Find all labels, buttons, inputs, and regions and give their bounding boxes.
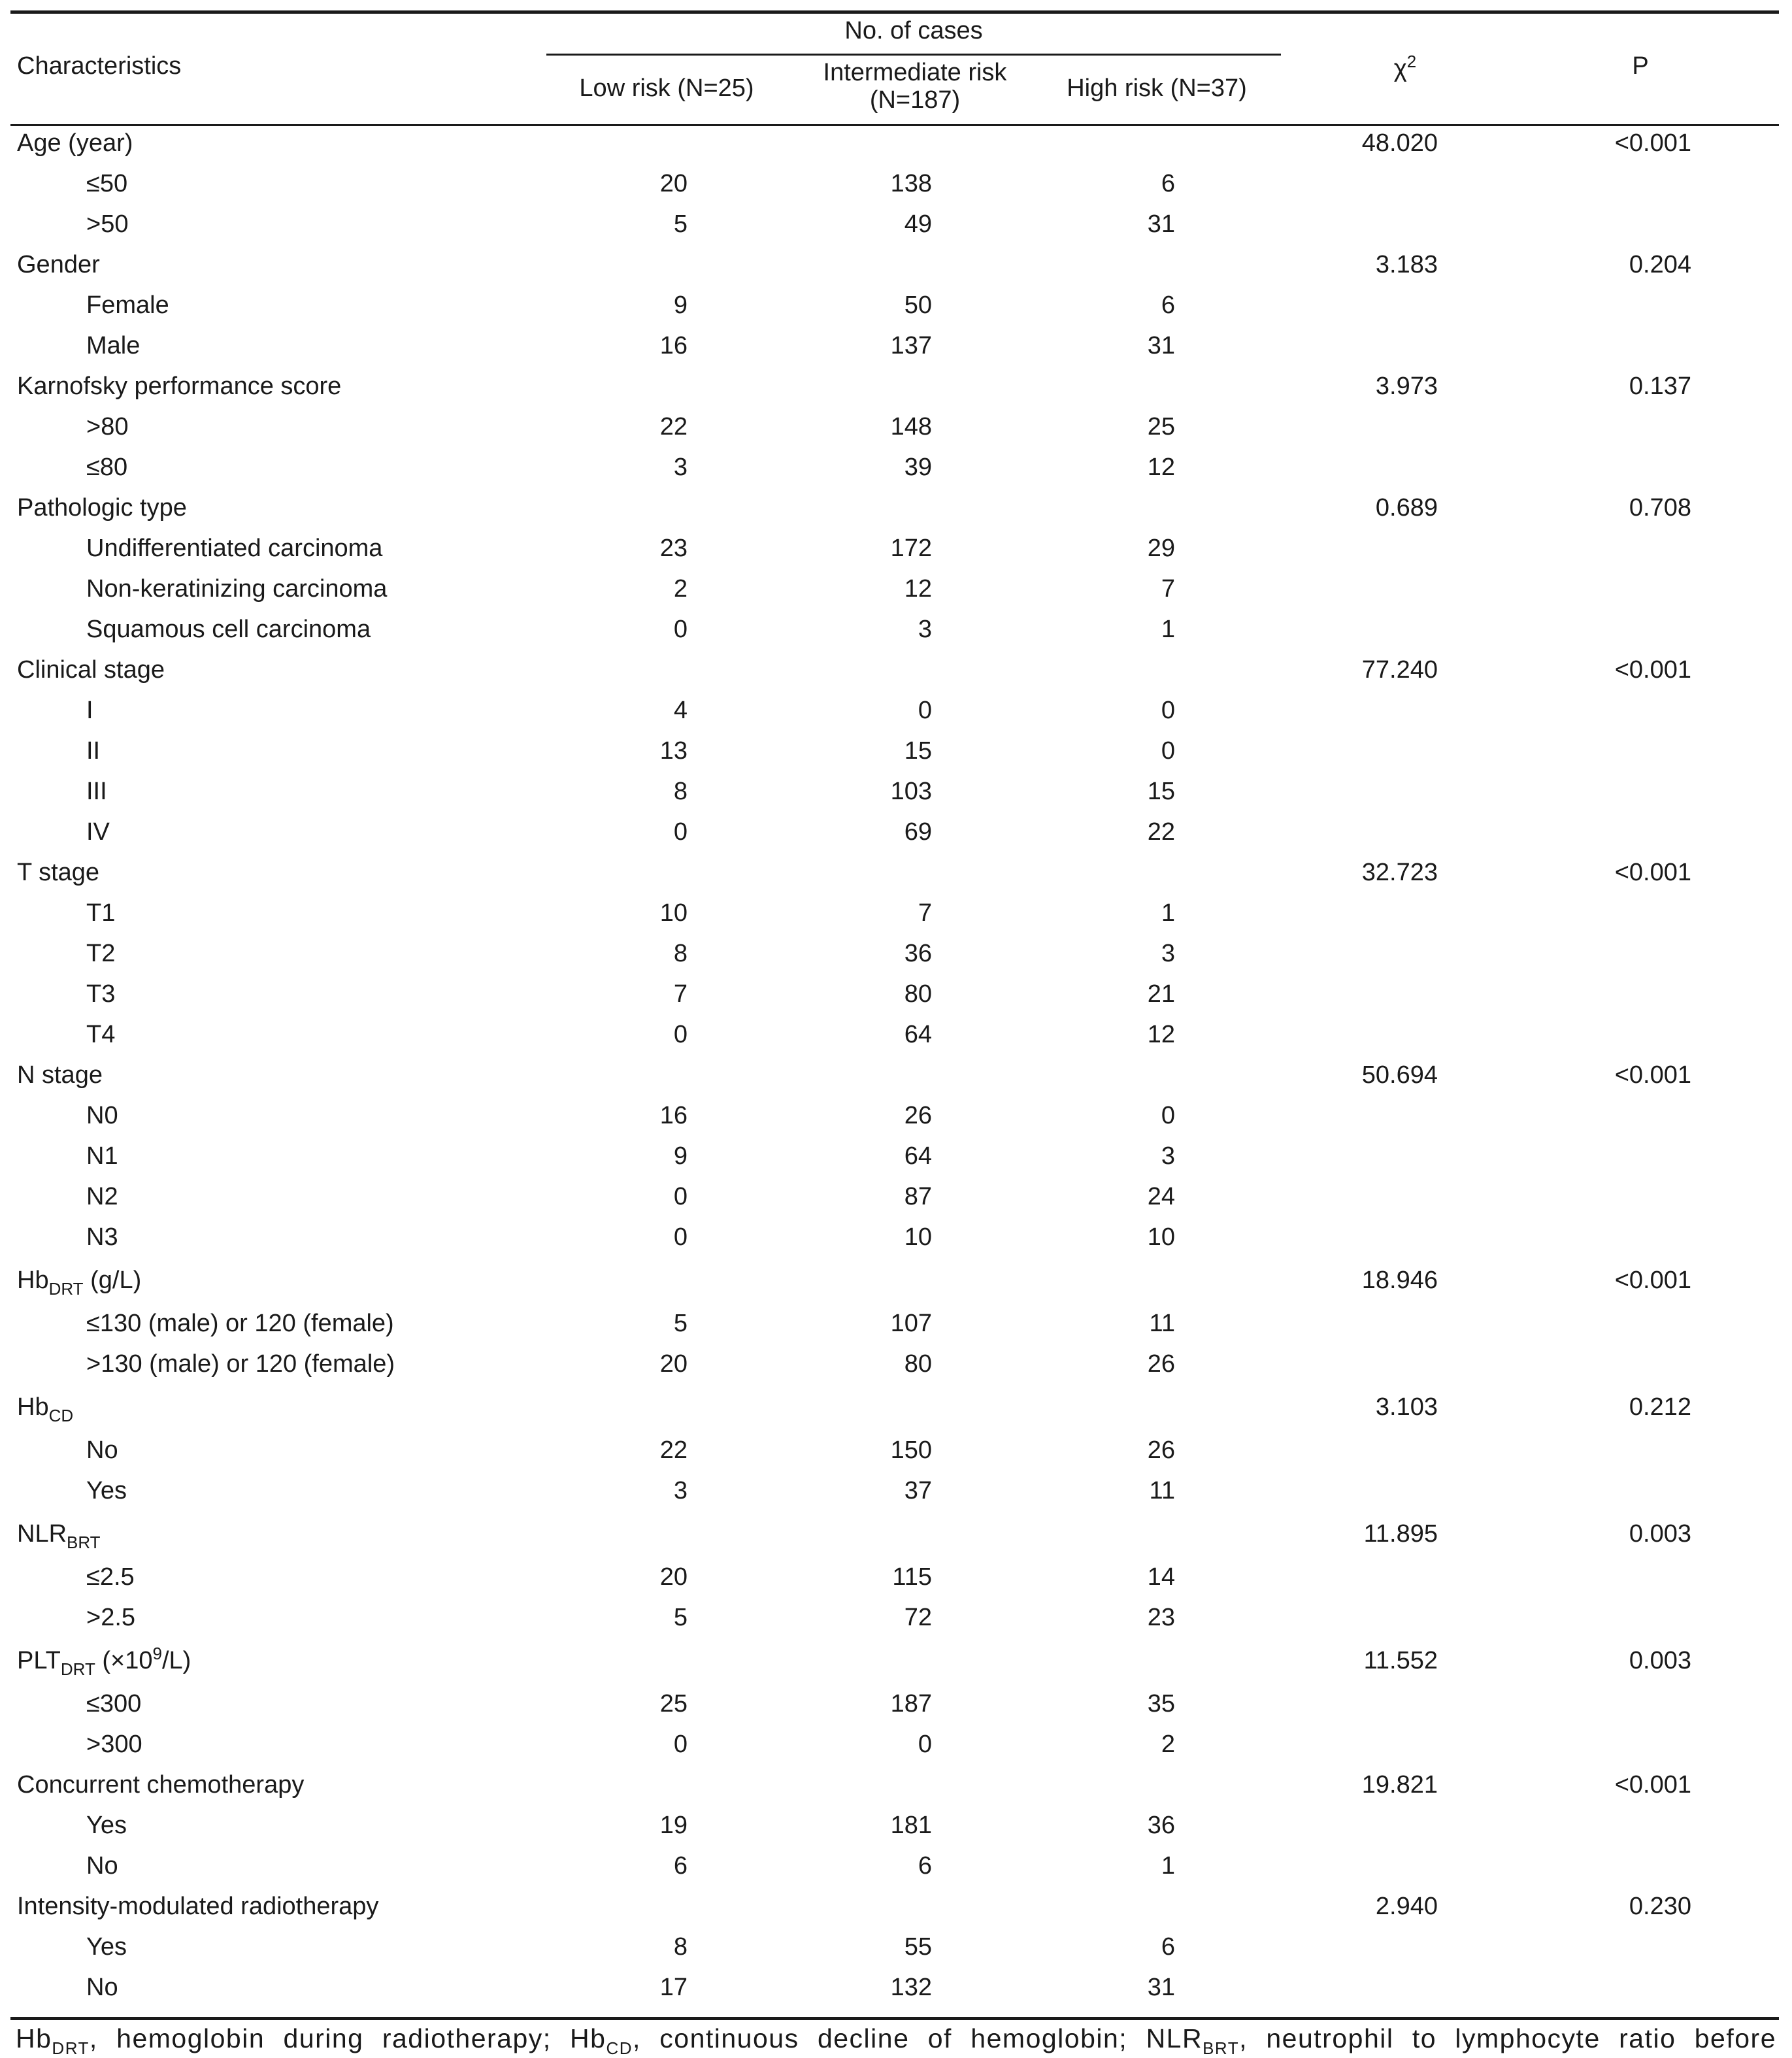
chi-square-value: 19.821 [1361,1771,1438,1799]
low-risk-count: 22 [659,413,688,440]
intermediate-risk-count: 6 [918,1852,932,1880]
intermediate-risk-count: 80 [904,1350,932,1378]
intermediate-risk-count: 36 [904,940,932,967]
high-risk-count: 21 [1147,980,1175,1008]
low-risk-count: 16 [659,332,688,359]
category-label: Age (year) [17,129,133,157]
chi-square-value: 77.240 [1361,656,1438,684]
low-risk-count: 20 [659,170,688,197]
low-risk-count: 8 [673,778,688,805]
intermediate-risk-count: 15 [904,737,932,765]
p-value: <0.001 [1614,1061,1691,1089]
category-label: $Hb_{DRT}$ (g/L) [17,1267,142,1299]
subcategory-label: No [86,1436,118,1464]
high-risk-count: 0 [1161,737,1175,765]
subcategory-label: ≤50 [86,170,128,197]
high-risk-count: 0 [1161,697,1175,724]
high-risk-count: 3 [1161,1142,1175,1170]
subcategory-label: N3 [86,1223,118,1251]
header-low-risk: Low risk (N=25) [579,75,754,102]
low-risk-count: 2 [673,575,688,603]
high-risk-count: 1 [1161,1852,1175,1880]
low-risk-count: 4 [673,697,688,724]
high-risk-count: 11 [1149,1477,1175,1504]
low-risk-count: 17 [659,1974,688,2001]
subcategory-label: Undifferentiated carcinoma [86,535,383,562]
header-high-risk: High risk (N=37) [1067,75,1247,102]
low-risk-count: 3 [673,454,688,481]
intermediate-risk-count: 150 [890,1436,932,1464]
chi-square-value: 3.183 [1375,251,1438,278]
low-risk-count: 23 [659,535,688,562]
p-value: 0.708 [1629,494,1691,522]
category-label: Pathologic type [17,494,187,522]
low-risk-count: 9 [673,291,688,319]
intermediate-risk-count: 187 [890,1690,932,1718]
subcategory-label: Yes [86,1477,127,1504]
high-risk-count: 26 [1147,1350,1175,1378]
low-risk-count: 0 [673,1021,688,1048]
low-risk-count: 6 [673,1852,688,1880]
low-risk-count: 16 [659,1102,688,1129]
p-value: <0.001 [1614,656,1691,684]
high-risk-count: 23 [1147,1604,1175,1631]
subcategory-label: I [86,697,93,724]
subcategory-label: >300 [86,1731,142,1758]
high-risk-count: 0 [1161,1102,1175,1129]
high-risk-count: 1 [1161,899,1175,927]
intermediate-risk-count: 64 [904,1142,932,1170]
chi-square-value: 50.694 [1361,1061,1438,1089]
header-intermediate-risk-1: Intermediate risk [823,59,1007,86]
high-risk-count: 1 [1161,616,1175,643]
intermediate-risk-count: 137 [890,332,932,359]
category-label: Clinical stage [17,656,165,684]
top-rule [10,10,1779,14]
category-label: $NLR_{BRT}$ [17,1520,101,1552]
subcategory-label: Male [86,332,141,359]
intermediate-risk-count: 132 [890,1974,932,2001]
low-risk-count: 5 [673,1604,688,1631]
p-value: <0.001 [1614,1771,1691,1799]
chi-square-value: 32.723 [1361,859,1438,886]
subcategory-label: N0 [86,1102,118,1129]
subcategory-label: Squamous cell carcinoma [86,616,371,643]
chi-square-value: 11.895 [1363,1520,1438,1548]
intermediate-risk-count: 148 [890,413,932,440]
high-risk-count: 35 [1147,1690,1175,1718]
header-group-label: No. of cases [844,17,983,44]
group-rule [546,54,1281,56]
subcategory-label: ≤2.5 [86,1563,135,1591]
low-risk-count: 0 [673,1731,688,1758]
intermediate-risk-count: 115 [892,1563,932,1591]
subcategory-label: ≤80 [86,454,128,481]
high-risk-count: 29 [1147,535,1175,562]
header-p: P [1632,52,1649,80]
intermediate-risk-count: 55 [904,1933,932,1961]
intermediate-risk-count: 72 [904,1604,932,1631]
p-value: 0.137 [1629,373,1691,400]
chi-square-value: 3.973 [1375,373,1438,400]
subcategory-label: >130 (male) or 120 (female) [86,1350,395,1378]
bottom-rule [10,2017,1779,2020]
low-risk-count: 9 [673,1142,688,1170]
high-risk-count: 14 [1147,1563,1175,1591]
high-risk-count: 25 [1147,413,1175,440]
intermediate-risk-count: 37 [904,1477,932,1504]
p-value: 0.003 [1629,1647,1691,1674]
subcategory-label: >50 [86,210,129,238]
low-risk-count: 8 [673,1933,688,1961]
intermediate-risk-count: 103 [890,778,932,805]
intermediate-risk-count: 49 [904,210,932,238]
low-risk-count: 20 [659,1350,688,1378]
chi-square-value: 18.946 [1361,1267,1438,1294]
subcategory-label: >2.5 [86,1604,136,1631]
subcategory-label: T3 [86,980,116,1008]
intermediate-risk-count: 50 [904,291,932,319]
chi-square-value: 48.020 [1361,129,1438,157]
high-risk-count: 12 [1147,1021,1175,1048]
chi-square-value: 2.940 [1375,1893,1438,1920]
p-value: <0.001 [1614,1267,1691,1294]
subcategory-label: III [86,778,107,805]
subcategory-label: T2 [86,940,116,967]
category-label: Intensity-modulated radiotherapy [17,1893,379,1920]
subcategory-label: Non-keratinizing carcinoma [86,575,388,603]
low-risk-count: 13 [659,737,688,765]
high-risk-count: 6 [1161,170,1175,197]
subcategory-label: >80 [86,413,129,440]
intermediate-risk-count: 138 [890,170,932,197]
category-label: $PLT_{DRT}$ $(\times 10^9/L)$ [17,1644,191,1679]
subcategory-label: IV [86,818,110,846]
high-risk-count: 31 [1147,332,1175,359]
subcategory-label: N1 [86,1142,118,1170]
low-risk-count: 7 [673,980,688,1008]
header-bottom-rule [10,124,1779,126]
intermediate-risk-count: 26 [904,1102,932,1129]
intermediate-risk-count: 10 [904,1223,932,1251]
low-risk-count: 10 [659,899,688,927]
low-risk-count: 19 [659,1812,688,1839]
header-chi-square: $\chi^2$ [1393,52,1417,82]
low-risk-count: 20 [659,1563,688,1591]
subcategory-label: Female [86,291,169,319]
intermediate-risk-count: 0 [918,1731,932,1758]
footnote: $Hb_{DRT}$, hemoglobin during radiotherapy; $Hb_{CD}$, continuous decline of hemoglobin; $NLR_{BRT}$, neutrophil to lymphocyte ratio before [16,2023,1776,2058]
intermediate-risk-count: 3 [918,616,932,643]
p-value: 0.003 [1629,1520,1691,1548]
intermediate-risk-count: 80 [904,980,932,1008]
low-risk-count: 25 [659,1690,688,1718]
low-risk-count: 5 [673,210,688,238]
header-intermediate-risk-2: (N=187) [869,86,961,114]
subcategory-label: II [86,737,101,765]
low-risk-count: 8 [673,940,688,967]
intermediate-risk-count: 7 [918,899,932,927]
low-risk-count: 0 [673,1183,688,1210]
category-label: Concurrent chemotherapy [17,1771,305,1799]
header-characteristics: Characteristics [17,52,182,80]
high-risk-count: 31 [1147,1974,1175,2001]
high-risk-count: 7 [1161,575,1175,603]
p-value: 0.212 [1629,1393,1691,1421]
intermediate-risk-count: 172 [890,535,932,562]
high-risk-count: 15 [1147,778,1175,805]
subcategory-label: Yes [86,1812,127,1839]
category-label: Karnofsky performance score [17,373,342,400]
category-label: N stage [17,1061,103,1089]
subcategory-label: T4 [86,1021,116,1048]
high-risk-count: 2 [1161,1731,1175,1758]
high-risk-count: 6 [1161,1933,1175,1961]
intermediate-risk-count: 107 [890,1310,932,1337]
chi-square-value: 11.552 [1363,1647,1438,1674]
high-risk-count: 24 [1147,1183,1175,1210]
high-risk-count: 10 [1147,1223,1175,1251]
subcategory-label: ≤130 (male) or 120 (female) [86,1310,394,1337]
subcategory-label: ≤300 [86,1690,142,1718]
high-risk-count: 6 [1161,291,1175,319]
intermediate-risk-count: 64 [904,1021,932,1048]
low-risk-count: 0 [673,616,688,643]
high-risk-count: 11 [1149,1310,1175,1337]
p-value: 0.204 [1629,251,1691,278]
intermediate-risk-count: 69 [904,818,932,846]
p-value: 0.230 [1629,1893,1691,1920]
high-risk-count: 36 [1147,1812,1175,1839]
subcategory-label: No [86,1852,118,1880]
category-label: $Hb_{CD}$ [17,1393,74,1425]
high-risk-count: 12 [1147,454,1175,481]
subcategory-label: No [86,1974,118,2001]
chi-square-value: 3.103 [1375,1393,1438,1421]
intermediate-risk-count: 0 [918,697,932,724]
low-risk-count: 22 [659,1436,688,1464]
category-label: Gender [17,251,100,278]
intermediate-risk-count: 12 [904,575,932,603]
high-risk-count: 26 [1147,1436,1175,1464]
subcategory-label: N2 [86,1183,118,1210]
p-value: <0.001 [1614,129,1691,157]
intermediate-risk-count: 87 [904,1183,932,1210]
p-value: <0.001 [1614,859,1691,886]
intermediate-risk-count: 181 [890,1812,932,1839]
low-risk-count: 3 [673,1477,688,1504]
low-risk-count: 0 [673,1223,688,1251]
category-label: T stage [17,859,100,886]
low-risk-count: 5 [673,1310,688,1337]
intermediate-risk-count: 39 [904,454,932,481]
high-risk-count: 3 [1161,940,1175,967]
chi-square-value: 0.689 [1375,494,1438,522]
low-risk-count: 0 [673,818,688,846]
subcategory-label: Yes [86,1933,127,1961]
high-risk-count: 22 [1147,818,1175,846]
high-risk-count: 31 [1147,210,1175,238]
subcategory-label: T1 [86,899,116,927]
